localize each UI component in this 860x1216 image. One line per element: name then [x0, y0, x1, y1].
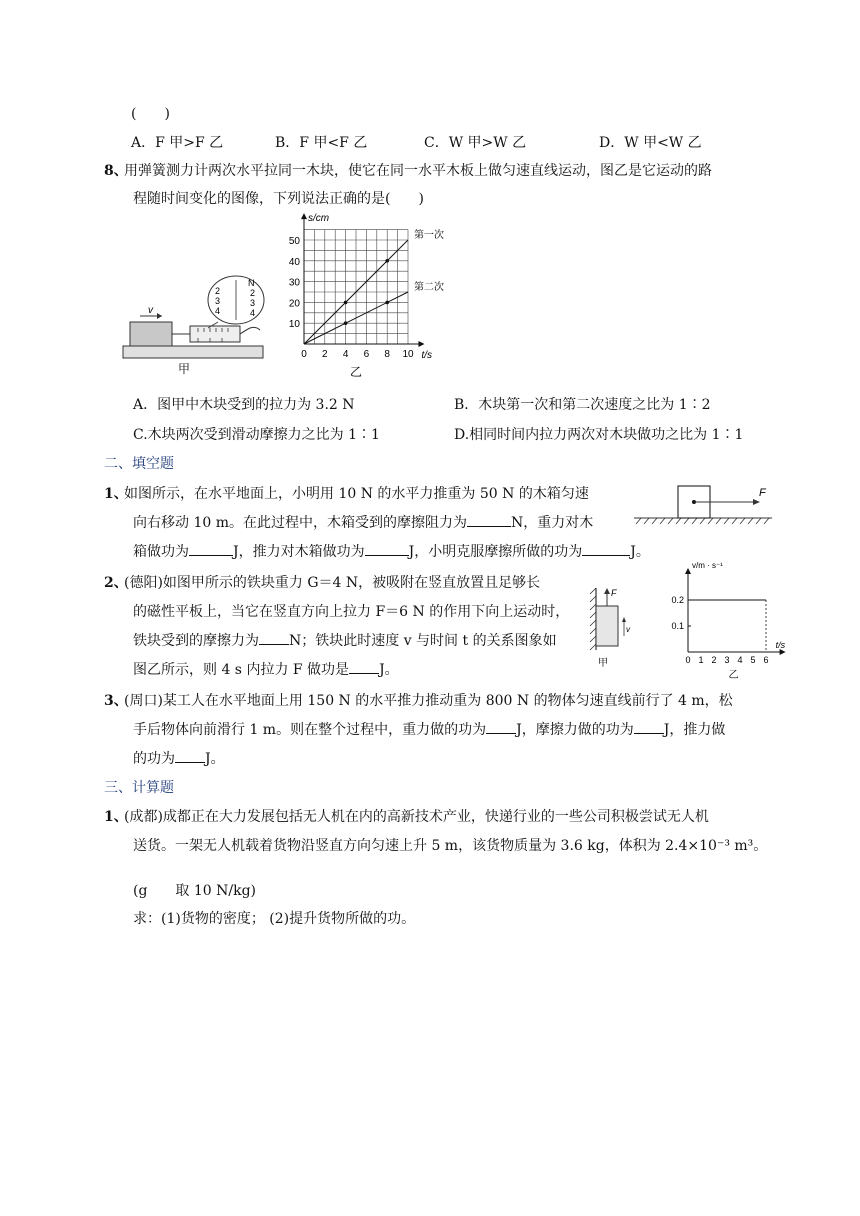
- x-axis-arrow: [418, 341, 424, 347]
- q7-option-c: C．W 甲>W 乙: [424, 135, 527, 151]
- answer-blank[interactable]: [349, 659, 379, 674]
- y-tick-label: 20: [288, 298, 300, 310]
- s2q3-line3a: 的功为: [133, 751, 175, 767]
- data-point: [385, 301, 389, 305]
- answer-blank[interactable]: [467, 512, 511, 527]
- scale-unit: N: [248, 278, 255, 288]
- s2q2-line4b: J。: [379, 662, 399, 678]
- q8-option-b: B．木块第一次和第二次速度之比为 1∶2: [454, 397, 711, 413]
- answer-blank[interactable]: [189, 541, 233, 556]
- q7-option-b: B．F 甲<F 乙: [275, 135, 368, 151]
- s2q1-number: 1、: [104, 486, 128, 502]
- y-tick-label: 40: [288, 256, 300, 268]
- answer-blank[interactable]: [365, 541, 409, 556]
- y-axis-arrow: [685, 568, 691, 574]
- q8-st-chart: [282, 213, 467, 380]
- s2q2-line2: 的磁性平板上，当它在竖直方向上拉力 F＝6 N 的作用下向上运动时，: [133, 604, 570, 620]
- s3q1-line4: 求：(1)货物的密度； (2)提升货物所做的功。: [133, 911, 416, 927]
- x-tick-label: 10: [402, 349, 414, 360]
- x-axis-label: t/s: [775, 640, 786, 650]
- q8-stem-line1: 用弹簧测力计两次水平拉同一木块，使它在同一水平木板上做匀速直线运动，图乙是它运动的路: [124, 163, 712, 179]
- x-tick-label: 0: [685, 655, 691, 665]
- series-label: 第二次: [414, 282, 444, 293]
- board: [123, 346, 263, 358]
- s2q2-number: 2、: [104, 575, 128, 591]
- scale-digit: 4: [215, 306, 221, 316]
- answer-blank[interactable]: [634, 719, 664, 734]
- x-tick-label: 6: [763, 655, 769, 665]
- q8-figure-jia-caption: 甲: [178, 362, 191, 376]
- q8-option-c: C.木块两次受到滑动摩擦力之比为 1∶1: [133, 427, 380, 443]
- velocity-label: v: [148, 305, 153, 316]
- s2q3-line2a: 手后物体向前滑行 1 m。则在整个过程中，重力做的功为: [133, 722, 487, 738]
- s2q2-line4: [133, 659, 399, 679]
- y-tick-label: 10: [288, 319, 300, 331]
- s2q2-line3b: N；铁块此时速度 v 与时间 t 的关系图象如: [289, 633, 557, 649]
- x-tick-label: 2: [322, 349, 328, 360]
- section2-title: 二、填空题: [104, 456, 174, 472]
- velocity-label: v: [626, 625, 630, 634]
- s2q1-line1: 如图所示，在水平地面上，小明用 10 N 的水平力推重为 50 N 的木箱匀速: [124, 486, 589, 502]
- x-tick-label: 1: [698, 655, 704, 665]
- s2q1-line2b: N，重力对木: [511, 515, 594, 531]
- s3q1-line1: (成都)成都正在大力发展包括无人机在内的高新技术产业，快递行业的一些公司积极尝试无人机: [124, 809, 709, 825]
- y-tick-label: 50: [288, 236, 300, 247]
- x-tick-label: 4: [342, 349, 349, 360]
- s2q2-line1: (德阳)如图甲所示的铁块重力 G＝4 N，被吸附在竖直放置且足够长: [124, 575, 541, 591]
- q8-number: 8、: [104, 163, 128, 179]
- series-label: 第一次: [414, 230, 444, 241]
- s2q3-line2: [133, 719, 725, 739]
- hand: [240, 327, 260, 334]
- s2q2-line3: [133, 630, 557, 650]
- s3q1-line3: (g 取 10 N/kg): [133, 883, 257, 899]
- s2q1-line3: [133, 541, 650, 561]
- s2q1-line2: [133, 512, 593, 532]
- x-tick-label: 4: [737, 655, 743, 665]
- y-axis-label: s/cm: [308, 213, 330, 225]
- q8-option-a: A．图甲中木块受到的拉力为 3.2 N: [133, 397, 355, 413]
- q7-option-d: D．W 甲<W 乙: [599, 135, 702, 151]
- y-axis-label: v/m · s⁻¹: [692, 561, 723, 570]
- s2q2-figure-jia: [586, 584, 638, 670]
- data-point: [385, 259, 389, 263]
- iron-block: [596, 606, 618, 646]
- q8-figure-jia: [118, 272, 268, 382]
- section3-title: 三、计算题: [104, 780, 174, 796]
- y-tick-label: 0.2: [671, 595, 684, 605]
- s2q1-line3c: J，小明克服摩擦所做的功为: [408, 544, 583, 560]
- s2q3-line2c: J，推力做: [663, 722, 726, 738]
- scale-digit: 3: [215, 296, 221, 306]
- s2q3-line1: (周口)某工人在水平地面上用 150 N 的水平推力推动重为 800 N 的物体匀速直线前行了 4 m，松: [124, 693, 733, 709]
- s2q1-line3d: J。: [630, 544, 650, 560]
- chart-caption: 乙: [349, 365, 363, 379]
- force-label: F: [611, 588, 617, 598]
- s2q1-figure-box: [632, 480, 777, 526]
- s2q2-line3a: 铁块受到的摩擦力为: [133, 633, 259, 649]
- spring-scale: [190, 326, 240, 342]
- answer-blank[interactable]: [175, 748, 205, 763]
- answer-blank[interactable]: [582, 541, 630, 556]
- q8-stem-line2: 程随时间变化的图像，下列说法正确的是( ): [133, 191, 424, 207]
- scale-digit: 3: [250, 298, 256, 308]
- s2q3-line2b: J，摩擦力做的功为: [516, 722, 634, 738]
- data-point: [344, 321, 348, 325]
- x-tick-label: 8: [384, 349, 390, 360]
- s2q2-vt-chart: [660, 561, 790, 682]
- figure-caption: 甲: [598, 658, 608, 669]
- answer-blank[interactable]: [259, 630, 289, 645]
- chart-caption: 乙: [728, 670, 739, 681]
- s3q1-line2: 送货。一架无人机载着货物沿竖直方向匀速上升 5 m，该货物质量为 3.6 kg，体积为 2.4×10⁻³ m³。: [133, 838, 768, 854]
- scale-digit: 4: [250, 308, 256, 318]
- force-label: F: [759, 487, 766, 499]
- s2q3-line3: [133, 748, 225, 768]
- answer-blank[interactable]: [486, 719, 516, 734]
- q8-option-d: D.相同时间内拉力两次对木块做功之比为 1∶1: [454, 427, 744, 443]
- s3q1-number: 1、: [104, 809, 128, 825]
- y-tick-label: 30: [288, 277, 300, 289]
- s2q1-line3b: J，推力对木箱做功为: [233, 544, 365, 560]
- s2q2-line4a: 图乙所示，则 4 s 内拉力 F 做功是: [133, 662, 350, 678]
- y-axis-arrow: [301, 213, 307, 219]
- q7-answer-paren: ( ): [131, 106, 170, 122]
- scale-digit: 2: [215, 286, 221, 296]
- s2q3-line3b: J。: [205, 751, 225, 767]
- x-tick-label: 2: [711, 655, 717, 665]
- x-tick-label: 5: [750, 655, 756, 665]
- wooden-block: [130, 322, 172, 346]
- scale-digit: 2: [250, 288, 256, 298]
- x-tick-label: 3: [724, 655, 730, 665]
- s2q1-line3a: 箱做功为: [133, 544, 189, 560]
- q7-option-a: A．F 甲>F 乙: [131, 135, 224, 151]
- s2q1-line2a: 向右移动 10 m。在此过程中，木箱受到的摩擦阻力为: [133, 515, 467, 531]
- x-axis-label: t/s: [421, 350, 433, 361]
- x-tick-label: 6: [363, 349, 370, 360]
- s2q3-number: 3、: [104, 693, 128, 709]
- data-point: [344, 301, 348, 305]
- y-tick-label: 0.1: [671, 621, 684, 631]
- x-tick-label: 0: [301, 349, 307, 360]
